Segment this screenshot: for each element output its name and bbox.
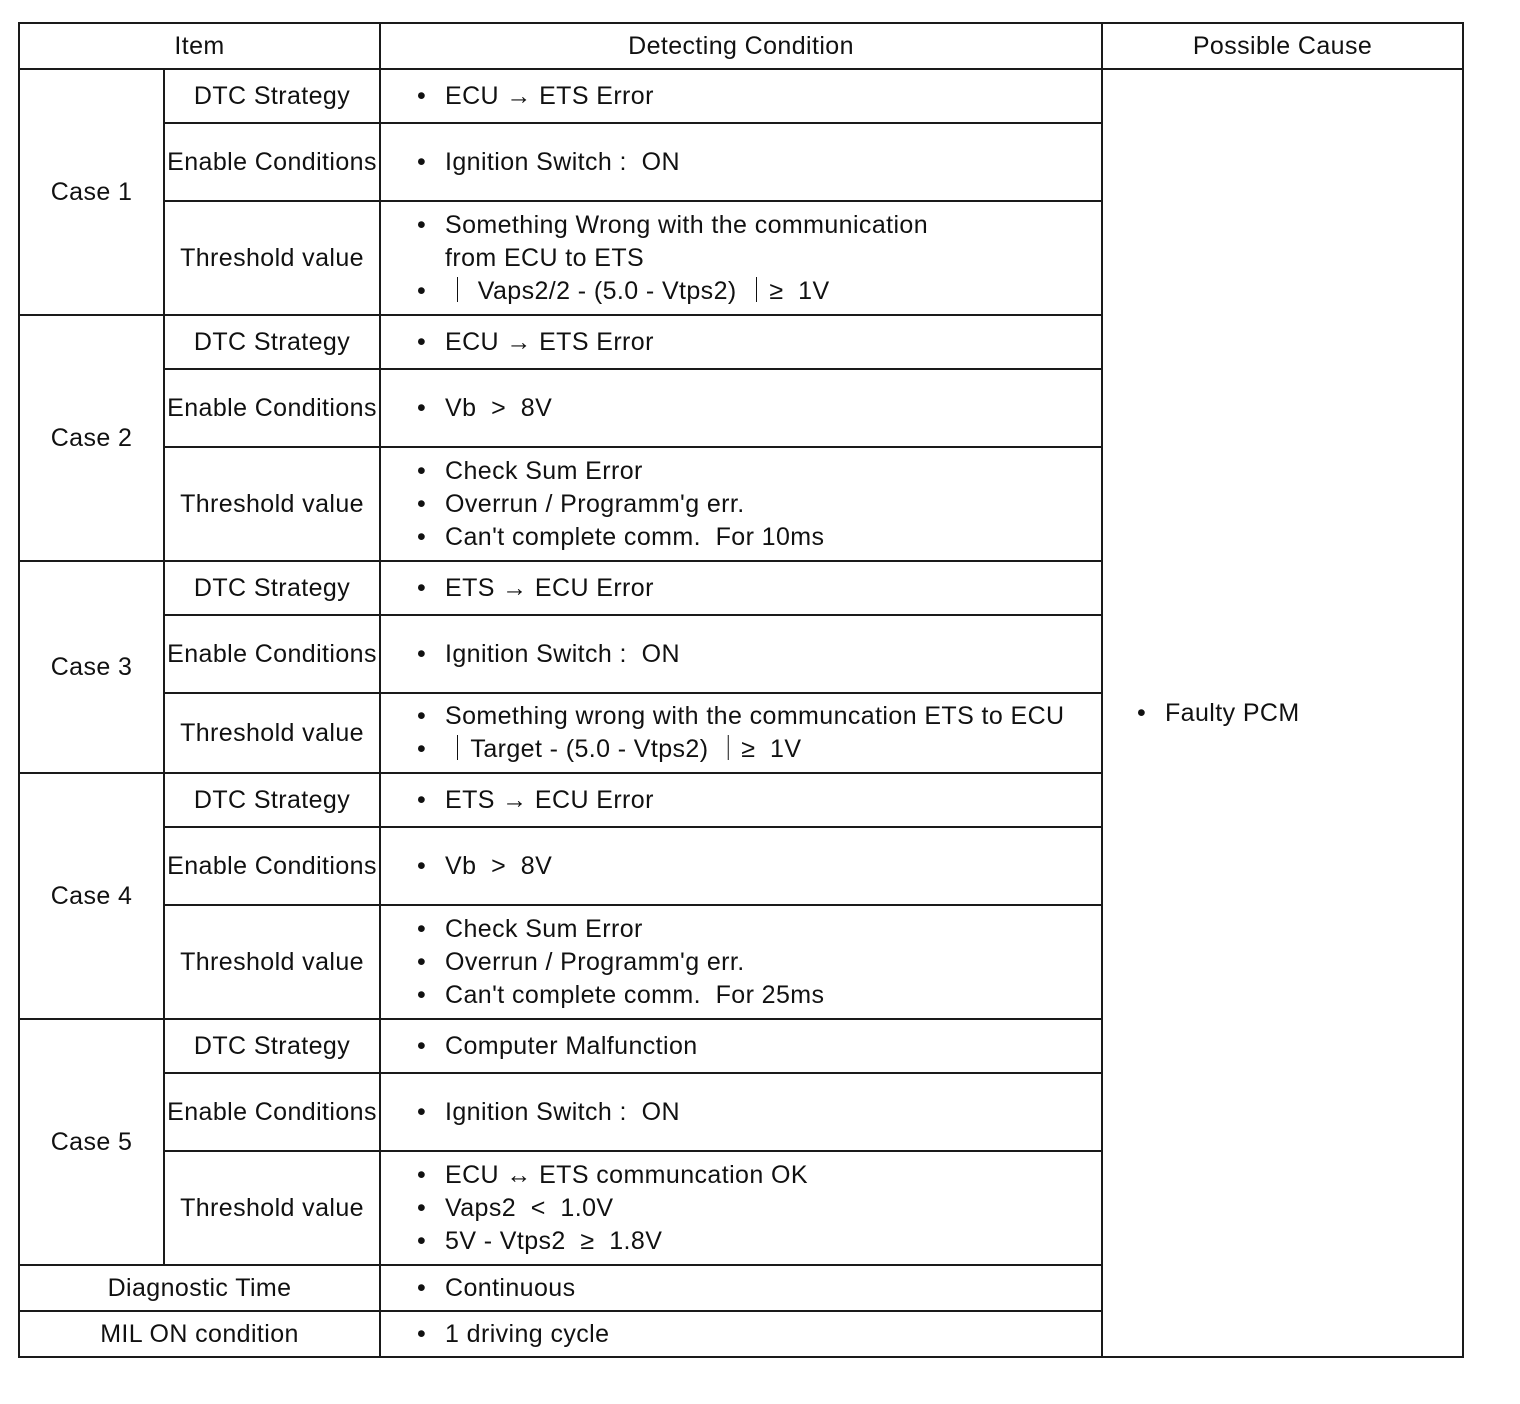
bullet-icon: •: [417, 785, 427, 814]
dtc-strategy-value: [380, 69, 1102, 123]
header-item: Item: [19, 23, 380, 69]
condition-text: ｜ Vaps2/2 - (5.0 - Vtps2) ｜≥ 1V: [445, 276, 830, 305]
dtc-strategy-label: DTC Strategy: [164, 315, 380, 369]
condition-line: [417, 146, 1101, 179]
header-detecting-condition: Detecting Condition: [380, 23, 1102, 69]
case-label: Case 1: [19, 69, 164, 315]
possible-cause-cell: [1102, 69, 1463, 1357]
enable-conditions-label: Enable Conditions: [164, 123, 380, 201]
threshold-value-label: Threshold value: [164, 1151, 380, 1265]
case-label: Case 5: [19, 1019, 164, 1265]
header-row: [19, 23, 1463, 69]
enable-conditions-label: Enable Conditions: [164, 1073, 380, 1151]
condition-line: [417, 1272, 1101, 1305]
condition-line: [417, 1159, 1101, 1192]
condition-line: [417, 1225, 1101, 1258]
condition-text: Check Sum Error: [445, 914, 643, 943]
dtc-strategy-value: [380, 773, 1102, 827]
condition-line: [417, 979, 1101, 1012]
condition-text: ECU → ETS Error: [445, 81, 654, 110]
bullet-icon: •: [417, 522, 427, 551]
condition-line: [417, 1030, 1101, 1063]
condition-line: [417, 784, 1101, 817]
condition-line: [417, 455, 1101, 488]
enable-conditions-value: [380, 369, 1102, 447]
enable-conditions-label: Enable Conditions: [164, 369, 380, 447]
condition-text: Computer Malfunction: [445, 1031, 698, 1060]
condition-text: Check Sum Error: [445, 456, 643, 485]
bullet-icon: •: [417, 1097, 427, 1126]
condition-text: Can't complete comm. For 10ms: [445, 522, 825, 551]
condition-text: ECU ↔ ETS communcation OK: [445, 1160, 808, 1189]
bullet-icon: •: [417, 393, 427, 422]
condition-line: [417, 638, 1101, 671]
mil-on-label: MIL ON condition: [19, 1311, 380, 1357]
condition-text: 1 driving cycle: [445, 1319, 610, 1348]
dtc-condition-table: [18, 22, 1464, 1358]
condition-text: Vb > 8V: [445, 393, 553, 422]
condition-text: Vaps2 < 1.0V: [445, 1193, 614, 1222]
condition-line: [417, 521, 1101, 554]
condition-line: [417, 946, 1101, 979]
bullet-icon: •: [417, 489, 427, 518]
condition-line: [417, 326, 1101, 359]
bullet-icon: •: [417, 639, 427, 668]
bullet-icon: •: [417, 210, 427, 239]
case-strategy-row: [19, 69, 1463, 123]
bullet-icon: •: [1137, 698, 1147, 727]
threshold-value-label: Threshold value: [164, 693, 380, 773]
bullet-icon: •: [417, 1319, 427, 1348]
condition-text: ETS → ECU Error: [445, 573, 654, 602]
dtc-strategy-label: DTC Strategy: [164, 561, 380, 615]
bullet-icon: •: [417, 1226, 427, 1255]
condition-line: [417, 1192, 1101, 1225]
condition-line: [417, 700, 1101, 733]
bullet-icon: •: [417, 947, 427, 976]
possible-cause-text: Faulty PCM: [1165, 698, 1300, 727]
threshold-value-label: Threshold value: [164, 201, 380, 315]
condition-text: Overrun / Programm'g err.: [445, 489, 745, 518]
bullet-icon: •: [417, 851, 427, 880]
enable-conditions-value: [380, 1073, 1102, 1151]
condition-text: ｜Target - (5.0 - Vtps2) ｜≥ 1V: [445, 735, 802, 763]
bullet-icon: •: [417, 980, 427, 1009]
condition-text: Ignition Switch : ON: [445, 147, 680, 176]
condition-line: [417, 488, 1101, 521]
table-body: [19, 69, 1463, 1357]
threshold-value-conditions: [380, 1151, 1102, 1265]
enable-conditions-value: [380, 123, 1102, 201]
condition-text: Something wrong with the communcation ETS to ECU: [445, 702, 1065, 730]
condition-line: [417, 392, 1101, 425]
condition-text: Can't complete comm. For 25ms: [445, 980, 825, 1009]
condition-line: [417, 572, 1101, 605]
condition-line: [417, 80, 1101, 113]
bullet-icon: •: [417, 1273, 427, 1302]
enable-conditions-label: Enable Conditions: [164, 615, 380, 693]
bullet-icon: •: [417, 276, 427, 305]
condition-line: [417, 275, 1101, 308]
condition-line: [417, 209, 1101, 242]
enable-conditions-label: Enable Conditions: [164, 827, 380, 905]
header-possible-cause: Possible Cause: [1102, 23, 1463, 69]
threshold-value-label: Threshold value: [164, 447, 380, 561]
bullet-icon: •: [417, 1160, 427, 1189]
condition-text: Ignition Switch : ON: [445, 1097, 680, 1126]
diagnostic-time-value: [380, 1265, 1102, 1311]
mil-on-value: [380, 1311, 1102, 1357]
condition-text: Vb > 8V: [445, 851, 553, 880]
condition-text: ECU → ETS Error: [445, 327, 654, 356]
threshold-value-conditions: [380, 905, 1102, 1019]
condition-text: Something Wrong with the communication: [445, 210, 929, 239]
dtc-strategy-value: [380, 315, 1102, 369]
threshold-value-conditions: [380, 201, 1102, 315]
enable-conditions-value: [380, 827, 1102, 905]
condition-line: [417, 850, 1101, 883]
dtc-strategy-value: [380, 561, 1102, 615]
dtc-strategy-label: DTC Strategy: [164, 69, 380, 123]
case-label: Case 3: [19, 561, 164, 773]
diagnostic-time-label: Diagnostic Time: [19, 1265, 380, 1311]
case-label: Case 2: [19, 315, 164, 561]
bullet-icon: •: [417, 702, 427, 730]
bullet-icon: •: [417, 914, 427, 943]
bullet-icon: •: [417, 456, 427, 485]
bullet-icon: •: [417, 1193, 427, 1222]
bullet-icon: •: [417, 147, 427, 176]
condition-line: [417, 1096, 1101, 1129]
condition-text: 5V - Vtps2 ≥ 1.8V: [445, 1226, 663, 1255]
threshold-value-label: Threshold value: [164, 905, 380, 1019]
bullet-icon: •: [417, 735, 427, 763]
dtc-strategy-label: DTC Strategy: [164, 1019, 380, 1073]
dtc-strategy-label: DTC Strategy: [164, 773, 380, 827]
condition-text: ETS → ECU Error: [445, 785, 654, 814]
bullet-icon: •: [417, 1031, 427, 1060]
bullet-icon: •: [417, 573, 427, 602]
cause-line: [1137, 697, 1462, 730]
bullet-icon: •: [417, 81, 427, 110]
condition-line: [417, 733, 1101, 766]
dtc-strategy-value: [380, 1019, 1102, 1073]
bullet-icon: •: [417, 327, 427, 356]
condition-line: [417, 913, 1101, 946]
enable-conditions-value: [380, 615, 1102, 693]
condition-line: [417, 1318, 1101, 1351]
condition-text: Ignition Switch : ON: [445, 639, 680, 668]
condition-text: Overrun / Programm'g err.: [445, 947, 745, 976]
condition-text: from ECU to ETS: [445, 243, 645, 272]
condition-line: [417, 242, 1101, 275]
threshold-value-conditions: [380, 693, 1102, 773]
condition-text: Continuous: [445, 1273, 576, 1302]
case-label: Case 4: [19, 773, 164, 1019]
threshold-value-conditions: [380, 447, 1102, 561]
